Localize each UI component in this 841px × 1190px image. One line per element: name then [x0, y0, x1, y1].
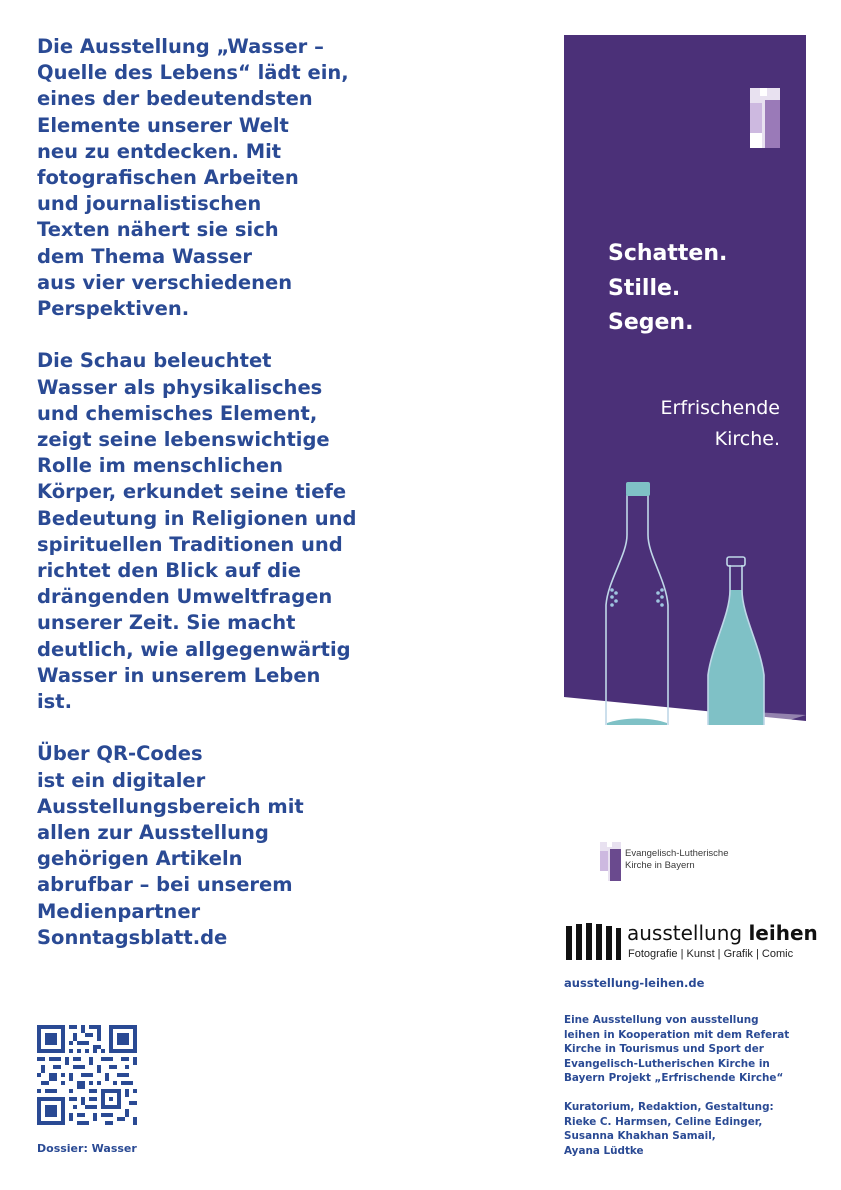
- bottle-empty-icon: [606, 495, 668, 725]
- bottle-cap: [626, 482, 650, 496]
- text-line: und journalistischen: [37, 192, 262, 216]
- text-line: Ayana Lüdtke: [564, 1144, 644, 1157]
- text-line: Quelle des Lebens“ lädt ein,: [37, 61, 349, 85]
- text-line: Die Ausstellung „Wasser –: [37, 35, 324, 58]
- text-line: Eine Ausstellung von ausstellung: [564, 1014, 759, 1026]
- website-link[interactable]: ausstellung-leihen.de: [564, 976, 705, 990]
- text-line: dem Thema Wasser: [37, 244, 252, 268]
- intro-paragraph-2: [37, 348, 382, 715]
- text-line: Wasser als physikalisches: [37, 375, 323, 399]
- text-line: neu zu entdecken. Mit: [37, 139, 282, 163]
- text-line: Die Schau beleuchtet: [37, 349, 272, 373]
- text-line: zeigt seine lebenswichtige: [37, 428, 330, 452]
- text-line: Bedeutung in Religionen und: [37, 506, 357, 530]
- intro-text: [37, 34, 382, 977]
- name-regular: ausstellung: [627, 921, 749, 945]
- subline-line: Kirche.: [714, 427, 780, 450]
- text-line: allen zur Ausstellung: [37, 821, 269, 845]
- text-line: drängenden Umweltfragen: [37, 585, 333, 609]
- subline: [661, 393, 780, 454]
- slogan-line: Schatten.: [608, 241, 728, 266]
- slogan-line: Stille.: [608, 275, 681, 301]
- elkb-name-line: Evangelisch-Lutherische: [625, 848, 729, 859]
- ausstellung-leihen-tagline: Fotografie | Kunst | Grafik | Comic: [628, 948, 794, 960]
- text-line: Rieke C. Harmsen, Celine Edinger,: [564, 1115, 763, 1128]
- text-line: Körper, erkundet seine tiefe: [37, 480, 347, 504]
- text-line: Ausstellungsbereich mit: [37, 794, 304, 818]
- text-line: Elemente unserer Welt: [37, 113, 289, 137]
- ausstellung-leihen-name: [627, 921, 818, 945]
- elkb-name: [625, 848, 729, 872]
- elkb-mark-icon: [750, 88, 780, 148]
- credits-paragraph-2: [564, 1100, 824, 1158]
- elkb-logo-icon: [600, 842, 622, 882]
- text-line: Sonntagsblatt.de: [37, 925, 228, 949]
- text-line: leihen in Kooperation mit dem Referat: [564, 1028, 790, 1041]
- name-bold: leihen: [748, 921, 818, 945]
- text-line: Kirche in Tourismus und Sport der: [564, 1043, 764, 1055]
- text-line: ist ein digitaler: [37, 768, 206, 792]
- slogan: [608, 237, 727, 341]
- banner-illustration: [564, 35, 806, 725]
- text-line: Bayern Projekt „Erfrischende Kirche“: [564, 1072, 784, 1084]
- text-line: ist.: [37, 690, 73, 714]
- text-line: Wasser in unserem Leben: [37, 663, 321, 687]
- text-line: abrufbar – bei unserem: [37, 873, 293, 897]
- text-line: Kuratorium, Redaktion, Gestaltung:: [564, 1101, 774, 1113]
- credits-paragraph-1: [564, 1013, 824, 1086]
- text-line: Über QR-Codes: [37, 742, 203, 766]
- qr-caption: Dossier: Wasser: [37, 1142, 137, 1155]
- text-line: Rolle im menschlichen: [37, 454, 283, 478]
- elkb-name-line: Kirche in Bayern: [625, 860, 695, 871]
- subline-line: Erfrischende: [660, 397, 780, 419]
- slogan-line: Segen.: [608, 310, 694, 335]
- qr-code[interactable]: [37, 1025, 137, 1125]
- text-line: unserer Zeit. Sie macht: [37, 611, 296, 635]
- intro-paragraph-3: [37, 741, 382, 951]
- text-line: Evangelisch-Lutherischen Kirche in: [564, 1057, 770, 1070]
- credits: [564, 1013, 824, 1173]
- text-line: aus vier verschiedenen: [37, 270, 293, 294]
- text-line: Perspektiven.: [37, 297, 190, 321]
- text-line: und chemisches Element,: [37, 401, 318, 425]
- text-line: deutlich, wie allgegenwärtig: [37, 637, 351, 661]
- text-line: eines der bedeutendsten: [37, 87, 313, 111]
- text-line: Medienpartner: [37, 899, 201, 923]
- text-line: Texten nähert sie sich: [37, 218, 279, 242]
- intro-paragraph-1: [37, 34, 382, 322]
- text-line: Susanna Khakhan Samail,: [564, 1130, 716, 1142]
- text-line: gehörigen Artikeln: [37, 847, 243, 871]
- text-line: fotografischen Arbeiten: [37, 166, 299, 190]
- exhibition-banner: [564, 35, 806, 725]
- ausstellung-leihen-logo-icon: [566, 922, 624, 962]
- bottle-full-icon: [708, 557, 764, 725]
- text-line: richtet den Blick auf die: [37, 559, 301, 583]
- text-line: spirituellen Traditionen und: [37, 532, 343, 556]
